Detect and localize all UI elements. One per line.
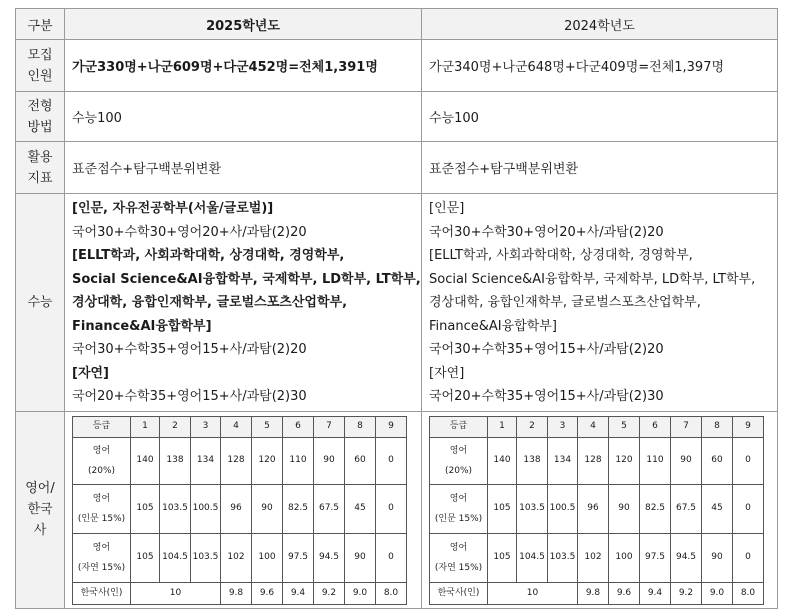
- label-eng-hist-line3: 사: [33, 523, 47, 538]
- grade-table-2024: [429, 416, 764, 605]
- grade-header-row: [430, 416, 764, 437]
- grade-value: 103.5: [160, 484, 191, 533]
- grade-2025-cell: [65, 411, 422, 608]
- grade-row-label-line1: 영어: [92, 542, 111, 553]
- label-recruit: [16, 40, 65, 92]
- grade-value: 82.5: [640, 484, 671, 533]
- grade-value-merged: 10: [131, 582, 221, 604]
- grade-value: 45: [702, 484, 733, 533]
- admission-table-frame: [15, 8, 777, 609]
- grade-value: 110: [283, 437, 314, 484]
- label-method-line1: 전형: [27, 98, 53, 114]
- grade-row-label: [430, 533, 488, 582]
- grade-value: 8.0: [733, 582, 764, 604]
- grade-value: 94.5: [314, 533, 345, 582]
- grade-row-english-science: [430, 533, 764, 582]
- grade-value-merged: 10: [488, 582, 578, 604]
- label-eng-hist: [16, 411, 65, 608]
- grade-header-cell: 9: [733, 416, 764, 437]
- grade-value: 8.0: [376, 582, 407, 604]
- sat-2025-line: 국어20+수학35+영어15+사/과탐(2)30: [72, 389, 307, 404]
- sat-2025-line: [자연]: [72, 365, 109, 381]
- grade-row-label: [73, 437, 131, 484]
- sat-2024-line: Finance&AI융합학부]: [429, 318, 557, 334]
- grade-header-cell: 4: [578, 416, 609, 437]
- grade-row-label: [73, 484, 131, 533]
- grade-row-label-line1: 영어: [92, 493, 111, 504]
- grade-row-label-line2: (인문 15%): [434, 513, 483, 524]
- header-2024: 2024학년도: [422, 9, 778, 40]
- grade-value: 0: [376, 484, 407, 533]
- grade-header-cell: 5: [252, 416, 283, 437]
- grade-header-cell: 1: [131, 416, 160, 437]
- grade-value: 100.5: [191, 484, 221, 533]
- grade-row-label-line2: (자연 15%): [434, 562, 483, 573]
- sat-2024-line: 경상대학, 융합인재학부, 글로벌스포츠산업학부,: [429, 295, 701, 310]
- grade-row-label: [430, 484, 488, 533]
- grade-value: 9.0: [702, 582, 733, 604]
- grade-value: 103.5: [548, 533, 578, 582]
- grade-row-korean-history: [430, 582, 764, 604]
- grade-row-label-line2: (20%): [444, 465, 473, 476]
- grade-row-label: [430, 437, 488, 484]
- grade-row-label-line1: 영어: [449, 542, 468, 553]
- label-index-line2: 지표: [27, 170, 53, 186]
- grade-2024-cell: [422, 411, 778, 608]
- grade-value: 0: [376, 437, 407, 484]
- grade-value: 102: [221, 533, 252, 582]
- grade-header-cell: 9: [376, 416, 407, 437]
- grade-value: 90: [671, 437, 702, 484]
- grade-value: 60: [702, 437, 733, 484]
- sat-2025: [65, 194, 422, 412]
- grade-value: 138: [160, 437, 191, 484]
- recruit-2025: 가군330명+나군609명+다군452명=전체1,391명: [65, 40, 422, 92]
- sat-2024: [422, 194, 778, 412]
- grade-value: 0: [733, 533, 764, 582]
- grade-row-label-line2: (인문 15%): [77, 513, 126, 524]
- grade-header-cell: 6: [283, 416, 314, 437]
- grade-header-cell: 6: [640, 416, 671, 437]
- grade-value: 60: [345, 437, 376, 484]
- header-2025: 2025학년도: [65, 9, 422, 40]
- index-2025: 표준점수+탐구백분위변환: [65, 142, 422, 194]
- grade-value: 105: [488, 484, 517, 533]
- sat-2024-line: 국어30+수학30+영어20+사/과탐(2)20: [429, 224, 664, 240]
- grade-row-label-line2: (20%): [87, 465, 116, 476]
- grade-value: 9.2: [671, 582, 702, 604]
- grade-value: 100: [252, 533, 283, 582]
- header-row: [16, 9, 778, 40]
- grade-header-cell: 8: [345, 416, 376, 437]
- grade-value: 138: [517, 437, 548, 484]
- grade-row-label-line1: 영어: [449, 445, 468, 456]
- grade-header-cell: 7: [314, 416, 345, 437]
- grade-table-2025: [72, 416, 407, 605]
- grade-value: 9.4: [640, 582, 671, 604]
- grade-row-english-20: [430, 437, 764, 484]
- grade-header-cell: 3: [191, 416, 221, 437]
- method-2024: 수능100: [422, 92, 778, 142]
- grade-header-cell: 2: [517, 416, 548, 437]
- grade-value: 97.5: [283, 533, 314, 582]
- sat-2024-line: Social Science&AI융합학부, 국제학부, LD학부, LT학부,: [429, 271, 756, 287]
- grade-header-cell: 등급: [430, 416, 488, 437]
- grade-value: 90: [609, 484, 640, 533]
- grade-header-row: [73, 416, 407, 437]
- row-index: [16, 142, 778, 194]
- sat-2024-line: 국어30+수학35+영어15+사/과탐(2)20: [429, 342, 664, 357]
- grade-value: 67.5: [671, 484, 702, 533]
- grade-value: 105: [131, 533, 160, 582]
- sat-2025-line: 국어30+수학35+영어15+사/과탐(2)20: [72, 342, 307, 357]
- grade-value: 9.6: [252, 582, 283, 604]
- grade-value: 82.5: [283, 484, 314, 533]
- label-eng-hist-line1: 영어/: [25, 481, 55, 496]
- grade-row-english-humanities: [430, 484, 764, 533]
- grade-value: 102: [578, 533, 609, 582]
- grade-header-cell: 5: [609, 416, 640, 437]
- grade-row-label: 한국사(인): [73, 582, 131, 604]
- grade-value: 120: [609, 437, 640, 484]
- grade-header-cell: 4: [221, 416, 252, 437]
- grade-row-label-line1: 영어: [92, 445, 111, 456]
- header-category: 구분: [16, 9, 65, 40]
- grade-value: 105: [131, 484, 160, 533]
- grade-value: 97.5: [640, 533, 671, 582]
- grade-value: 9.4: [283, 582, 314, 604]
- recruit-2024: 가군340명+나군648명+다군409명=전체1,397명: [422, 40, 778, 92]
- grade-row-label: [73, 533, 131, 582]
- grade-value: 67.5: [314, 484, 345, 533]
- row-eng-hist: [16, 411, 778, 608]
- row-method: [16, 92, 778, 142]
- row-recruit: [16, 40, 778, 92]
- grade-value: 105: [488, 533, 517, 582]
- grade-value: 90: [345, 533, 376, 582]
- grade-header-cell: 등급: [73, 416, 131, 437]
- grade-value: 128: [221, 437, 252, 484]
- grade-value: 90: [252, 484, 283, 533]
- row-sat: [16, 194, 778, 412]
- label-method-line2: 방법: [27, 119, 53, 135]
- grade-header-cell: 8: [702, 416, 733, 437]
- grade-header-cell: 2: [160, 416, 191, 437]
- grade-value: 9.2: [314, 582, 345, 604]
- grade-value: 0: [733, 437, 764, 484]
- grade-header-cell: 1: [488, 416, 517, 437]
- grade-value: 0: [733, 484, 764, 533]
- grade-value: 90: [314, 437, 345, 484]
- sat-2025-line: [ELLT학과, 사회과학대학, 상경대학, 경영학부,: [72, 248, 345, 263]
- grade-header-cell: 7: [671, 416, 702, 437]
- label-recruit-line1: 모집: [27, 47, 53, 63]
- sat-2024-line: [인문]: [429, 201, 465, 216]
- grade-value: 100.5: [548, 484, 578, 533]
- grade-header-cell: 3: [548, 416, 578, 437]
- label-recruit-line2: 인원: [27, 68, 53, 84]
- grade-value: 94.5: [671, 533, 702, 582]
- label-index-line1: 활용: [27, 149, 53, 165]
- index-2024: 표준점수+탐구백분위변환: [422, 142, 778, 194]
- sat-2024-line: [ELLT학과, 사회과학대학, 상경대학, 경영학부,: [429, 248, 693, 263]
- grade-row-korean-history: [73, 582, 407, 604]
- grade-row-english-science: [73, 533, 407, 582]
- method-2025: 수능100: [65, 92, 422, 142]
- grade-value: 9.6: [609, 582, 640, 604]
- grade-value: 103.5: [517, 484, 548, 533]
- label-eng-hist-line2: 한국: [27, 502, 53, 517]
- grade-value: 134: [548, 437, 578, 484]
- grade-value: 96: [221, 484, 252, 533]
- sat-2025-line: 국어30+수학30+영어20+사/과탐(2)20: [72, 224, 307, 240]
- sat-2025-line: 경상대학, 융합인재학부, 글로벌스포츠산업학부,: [72, 295, 348, 310]
- grade-row-label: 한국사(인): [430, 582, 488, 604]
- grade-value: 45: [345, 484, 376, 533]
- grade-row-english-humanities: [73, 484, 407, 533]
- grade-value: 96: [578, 484, 609, 533]
- grade-value: 120: [252, 437, 283, 484]
- grade-row-label-line1: 영어: [449, 493, 468, 504]
- grade-value: 100: [609, 533, 640, 582]
- grade-value: 128: [578, 437, 609, 484]
- grade-value: 103.5: [191, 533, 221, 582]
- grade-value: 110: [640, 437, 671, 484]
- grade-value: 90: [702, 533, 733, 582]
- sat-2024-line: 국어20+수학35+영어15+사/과탐(2)30: [429, 389, 664, 404]
- grade-row-label-line2: (자연 15%): [77, 562, 126, 573]
- sat-2025-line: Social Science&AI융합학부, 국제학부, LD학부, LT학부,: [72, 271, 421, 287]
- label-index: [16, 142, 65, 194]
- grade-row-english-20: [73, 437, 407, 484]
- grade-value: 9.0: [345, 582, 376, 604]
- grade-value: 134: [191, 437, 221, 484]
- grade-value: 9.8: [578, 582, 609, 604]
- sat-2024-line: [자연]: [429, 365, 465, 381]
- admission-comparison-table: [15, 8, 778, 609]
- grade-value: 140: [131, 437, 160, 484]
- grade-value: 104.5: [160, 533, 191, 582]
- label-method: [16, 92, 65, 142]
- grade-value: 0: [376, 533, 407, 582]
- grade-value: 140: [488, 437, 517, 484]
- grade-value: 104.5: [517, 533, 548, 582]
- grade-value: 9.8: [221, 582, 252, 604]
- label-sat: 수능: [16, 194, 65, 412]
- sat-2025-line: [인문, 자유전공학부(서울/글로벌)]: [72, 201, 274, 216]
- sat-2025-line: Finance&AI융합학부]: [72, 318, 212, 334]
